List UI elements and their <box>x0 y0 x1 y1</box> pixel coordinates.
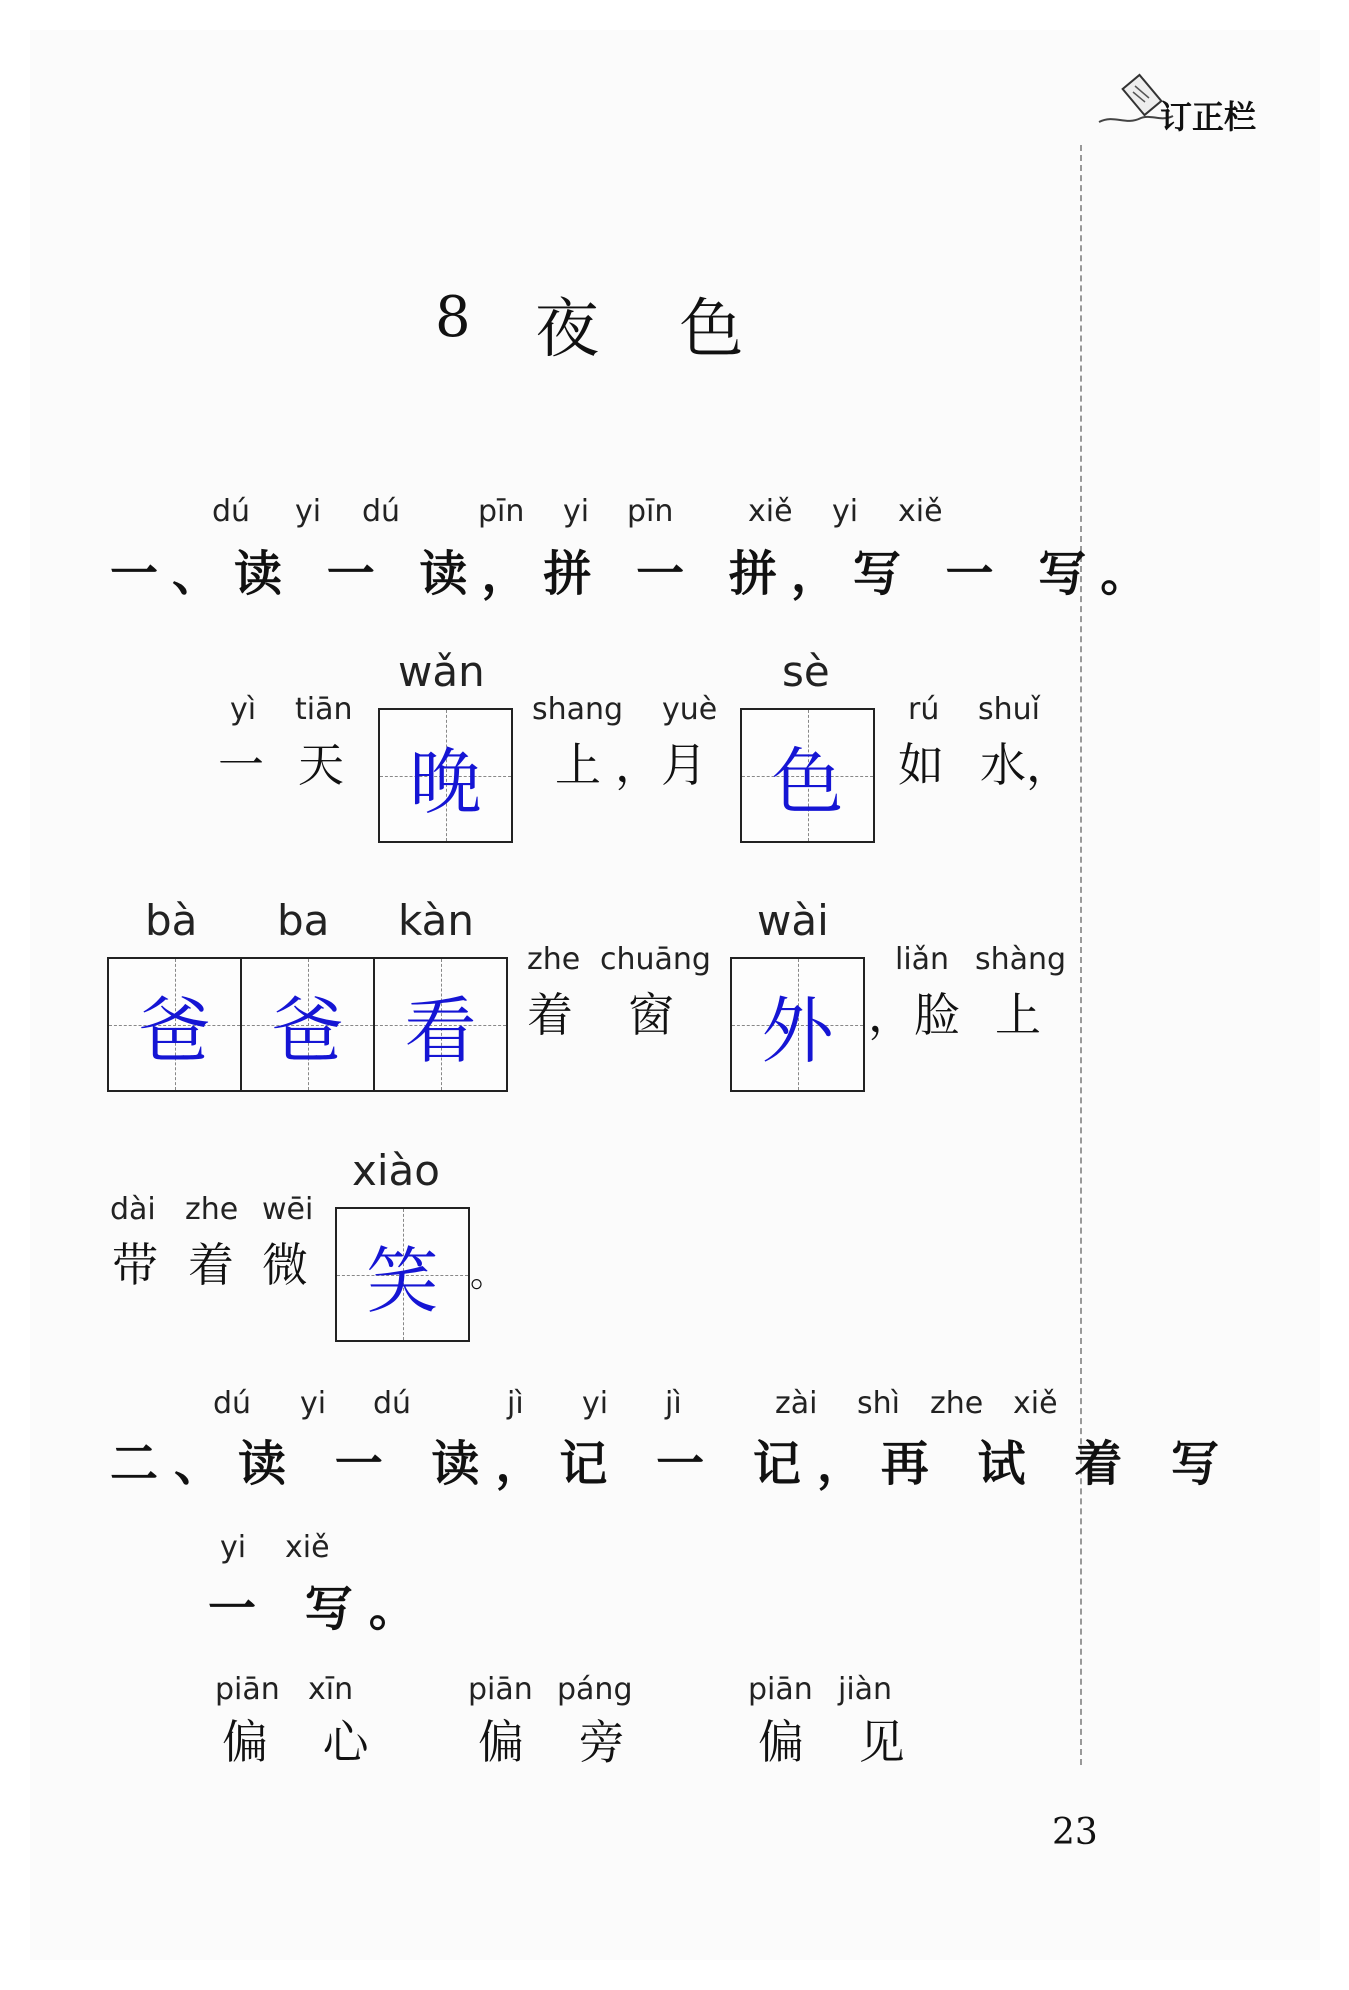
pinyin: wēi <box>262 1192 314 1227</box>
pinyin: ba <box>277 896 330 945</box>
pinyin: xiě <box>748 494 793 529</box>
pinyin: dú <box>373 1386 412 1421</box>
pinyin: yi <box>300 1386 327 1421</box>
text-char: 上 <box>995 988 1041 1042</box>
writing-box[interactable] <box>107 957 242 1092</box>
pinyin: wǎn <box>398 647 485 696</box>
pinyin: xiào <box>352 1146 440 1195</box>
pinyin: dú <box>212 494 251 529</box>
pinyin: yuè <box>662 692 718 727</box>
pinyin: zhe <box>930 1386 984 1421</box>
pinyin: jiàn <box>838 1672 893 1707</box>
text-char: 水， <box>980 738 1072 792</box>
text-char: ，月 <box>615 738 707 792</box>
pinyin: tiān <box>295 692 353 727</box>
pinyin: jì <box>507 1386 524 1421</box>
pinyin: rú <box>908 692 940 727</box>
text-char: 着 <box>527 988 573 1042</box>
writing-box[interactable] <box>730 957 865 1092</box>
word-group: 偏 旁 <box>478 1715 645 1769</box>
pinyin: pīn <box>478 494 525 529</box>
pinyin: piān <box>748 1672 813 1707</box>
pinyin: bà <box>145 896 198 945</box>
writing-box[interactable] <box>335 1207 470 1342</box>
text-char: 窗 <box>628 988 674 1042</box>
pinyin: shang <box>532 692 624 727</box>
correction-column-divider <box>1080 145 1082 1765</box>
pinyin: dú <box>362 494 401 529</box>
pinyin: yi <box>563 494 590 529</box>
pinyin: dú <box>213 1386 252 1421</box>
answer-char: 看 <box>404 988 477 1073</box>
answer-char: 爸 <box>138 988 211 1073</box>
pinyin: xiě <box>898 494 943 529</box>
pinyin: piān <box>468 1672 533 1707</box>
text-char: 如 <box>898 738 944 792</box>
pinyin: shuǐ <box>978 692 1040 727</box>
text-char: 带 <box>112 1238 158 1292</box>
answer-char: 外 <box>761 988 834 1073</box>
pinyin: piān <box>215 1672 280 1707</box>
pinyin: zài <box>775 1386 818 1421</box>
answer-char: 色 <box>771 739 844 824</box>
pinyin: shàng <box>975 942 1067 977</box>
answer-char: 晚 <box>409 739 482 824</box>
section2-heading-continued: 一 写。 <box>208 1581 433 1637</box>
pinyin: xiě <box>285 1530 330 1565</box>
pinyin: yi <box>832 494 859 529</box>
pinyin: liǎn <box>895 942 950 977</box>
pinyin: sè <box>782 647 830 696</box>
lesson-number: 8 <box>435 285 471 350</box>
pinyin: jì <box>665 1386 682 1421</box>
writing-box[interactable] <box>240 957 375 1092</box>
pinyin: zhe <box>527 942 581 977</box>
pinyin: wài <box>757 896 829 945</box>
pinyin: pīn <box>627 494 674 529</box>
text-char: 上 <box>555 738 601 792</box>
pinyin: páng <box>557 1672 633 1707</box>
word-group: 偏 见 <box>758 1715 925 1769</box>
writing-box[interactable] <box>378 708 513 843</box>
pinyin: yì <box>230 692 257 727</box>
page-number: 23 <box>1052 1812 1098 1853</box>
writing-box[interactable] <box>740 708 875 843</box>
pinyin: yi <box>220 1530 247 1565</box>
answer-char: 爸 <box>271 988 344 1073</box>
text-char: 天 <box>298 738 344 792</box>
pinyin: dài <box>110 1192 156 1227</box>
pinyin: chuāng <box>600 942 711 977</box>
lesson-title: 夜 色 <box>535 293 774 367</box>
text-char: 微 <box>262 1238 308 1292</box>
pinyin: shì <box>857 1386 900 1421</box>
text-char: 。 <box>470 1254 507 1295</box>
text-char: 着 <box>188 1238 234 1292</box>
pinyin: xīn <box>308 1672 354 1707</box>
pinyin: kàn <box>398 896 474 945</box>
text-char: 一 <box>218 738 264 792</box>
section2-heading: 二、读 一 读，记 一 记，再 试 着 写 <box>110 1436 1235 1492</box>
writing-box[interactable] <box>373 957 508 1092</box>
word-group: 偏 心 <box>222 1715 389 1769</box>
section1-heading: 一、读 一 读，拼 一 拼，写 一 写。 <box>110 546 1163 602</box>
pinyin: yi <box>582 1386 609 1421</box>
pinyin: zhe <box>185 1192 239 1227</box>
answer-char: 笑 <box>366 1238 439 1323</box>
pinyin: yi <box>295 494 322 529</box>
pinyin: xiě <box>1013 1386 1058 1421</box>
correction-column-label: 订正栏 <box>1160 98 1257 136</box>
text-char: ，脸 <box>868 988 960 1042</box>
